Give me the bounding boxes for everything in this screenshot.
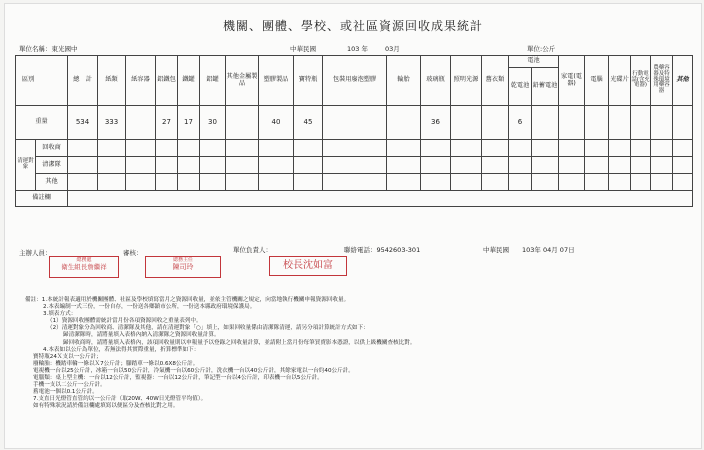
weight-aluminum-pack: 27: [156, 106, 178, 140]
note-line: 歸回收商時，請將量填入表格內，該項回收量則以申報量予以登錄之回收量計算，並請附上當月份每筆買賣影本憑證，以供上級機關查核比對。: [63, 339, 416, 346]
header-aluminum-can: 鋁罐: [200, 56, 226, 106]
row-weight-label: 重量: [16, 106, 68, 140]
header-plastic: 塑膠製品: [259, 56, 294, 106]
row-target-label: 清運對象: [16, 140, 36, 191]
header-battery: 電池: [509, 56, 559, 68]
header-category: 區別: [16, 56, 68, 106]
header-aluminum-pack: 鋁鐵包: [156, 56, 178, 106]
organizer-stamp: [49, 256, 119, 278]
report-page: [4, 3, 702, 449]
header-other-metal: 其他金屬製品: [226, 56, 259, 106]
note-line: 電腦類：桌上型主機：一台以12公斤計，監視器：一台以12公斤計，筆記型一台以4公斤計，印表機一台以5公斤計。: [33, 375, 323, 382]
header-clothes: 舊衣類: [482, 56, 509, 106]
auditor-stamp: [145, 256, 221, 278]
weight-plastic: 40: [259, 106, 294, 140]
report-date: 中華民國 103年 04月 07日: [483, 246, 575, 254]
header-paper-container: 紙容器: [126, 56, 156, 106]
weight-other-metal: [226, 106, 259, 140]
note-line: （2）清運對象分為回收商、清潔隊及其他，請在清運對象「○」填上，如果回收量係由清潔隊清運，請另分項計算統計方式如下：: [47, 325, 369, 332]
note-line: 如有特殊狀況請於備註欄處填寫以便區分及查核比對之用。: [33, 403, 179, 410]
contact-phone: 聯絡電話：9542603-301: [344, 246, 421, 254]
header-paper: 紙類: [98, 56, 126, 106]
weight-dry-battery: 6: [509, 106, 532, 140]
note-line: 歸清潔隊時，請將量填入表格內納入清潔隊之資源回收量計算。: [63, 332, 220, 339]
header-tire: 輪胎: [387, 56, 421, 106]
weight-pesticide-container: [651, 106, 673, 140]
header-total: 總 計: [68, 56, 98, 106]
weight-disc: [609, 106, 631, 140]
weight-pet-bottle: 45: [294, 106, 323, 140]
weight-tire: [387, 106, 421, 140]
weight-computer: [585, 106, 609, 140]
weight-phone: [631, 106, 651, 140]
audit-label: 審核：: [123, 249, 143, 257]
header-phone: 行動電話(含充電器): [631, 56, 651, 106]
header-glass: 玻璃瓶: [421, 56, 451, 106]
weight-glass: 36: [421, 106, 451, 140]
report-title: 機關、團體、學校、或社區資源回收成果統計: [222, 19, 483, 33]
weight-appliance: [559, 106, 585, 140]
note-line: 手機一支以二公斤一公斤計。: [33, 382, 106, 389]
weight-lighting: [451, 106, 482, 140]
weight-foam: [323, 106, 387, 140]
header-computer: 電腦: [585, 56, 609, 106]
row-other-label: 其他: [36, 174, 68, 191]
note-line: 備註：1.本統計報表適用於機關團體、社區及學校填寫當月之資源回收量，並依主管機關之規定，向當地執行機關申報資源回收量。: [25, 297, 350, 303]
note-line: （1）資源回收團體需統計當月份各項資源回收之重量表列中。: [47, 318, 202, 325]
header-dry-battery: 乾電池: [509, 68, 532, 106]
header-foam: 包裝用廢泡塑膠: [323, 56, 387, 106]
organizer-stamp-name: 衛生組長詹繼祥: [61, 263, 107, 271]
unit-name: 單位名稱：東光國中: [19, 45, 78, 53]
note-line: 廢輪胎：機踏車輪一條以Ｘ7公斤計；腳踏車一條以0.6X8公斤計。: [33, 360, 199, 367]
roc-label: 中華民國: [290, 45, 316, 53]
weight-aluminum-can: 30: [200, 106, 226, 140]
weight-other: [673, 106, 693, 140]
recycling-table: [15, 55, 693, 207]
header-lead-battery: 鉛蓄電池: [532, 68, 559, 106]
note-line: 7.支直日光燈管直管約以一公斤計（取20W、40W日光燈管平均值）。: [33, 396, 207, 403]
header-pesticide-container: 農藥容器及特殊環境用藥容器: [651, 56, 673, 106]
head-label: 單位負責人：: [233, 246, 272, 254]
note-line: 4.本表如以公斤為單位，若無法得其實際重量，折算標準如下：: [43, 346, 200, 353]
note-line: 舊電池一個以0.1公斤計。: [33, 389, 98, 396]
row-remark-label: 備註欄: [16, 191, 68, 207]
row-recycler-label: 回收商: [36, 140, 68, 157]
principal-stamp: 校長沈如富: [269, 256, 347, 276]
header-lighting: 照明光源: [451, 56, 482, 106]
weight-lead-battery: [532, 106, 559, 140]
auditor-stamp-name: 陳司玲: [172, 263, 194, 271]
weight-total: 534: [68, 106, 98, 140]
report-month: 03月: [385, 45, 400, 53]
remark-cell: [68, 191, 693, 207]
note-line: 寶特瓶24Ｘ支以一公斤計；: [33, 353, 102, 360]
organizer-label: 主辦人員：: [19, 249, 52, 257]
organizer-stamp-title: 總務處: [76, 257, 92, 263]
report-year: 103 年: [347, 45, 368, 53]
note-line: 3.填表方式：: [43, 311, 77, 318]
weight-clothes: [482, 106, 509, 140]
weight-paper-container: [126, 106, 156, 140]
auditor-stamp-title: 總務主任: [172, 257, 193, 263]
weight-iron-can: 17: [178, 106, 200, 140]
header-appliance: 家電(電器): [559, 56, 585, 106]
note-line: 電視機一台以25公斤計，冰箱一台以50公斤計，冷氣機一台以60公斤計，洗衣機一台以40公斤計，其餘家電以一台約40公斤計。: [33, 367, 354, 374]
header-other: 其他: [673, 56, 693, 106]
weight-paper: 333: [98, 106, 126, 140]
row-cleaning-label: 清潔隊: [36, 157, 68, 174]
header-iron-can: 鐵罐: [178, 56, 200, 106]
header-disc: 光碟片: [609, 56, 631, 106]
header-pet-bottle: 寶特瓶: [294, 56, 323, 106]
notes-section: [25, 297, 685, 411]
note-line: 2.本表編制一式三份，一份自存，一份送各鄉鎮市公所，一份送本縣政府環境保護局。: [43, 304, 256, 311]
unit-label: 單位:公斤: [527, 45, 556, 53]
